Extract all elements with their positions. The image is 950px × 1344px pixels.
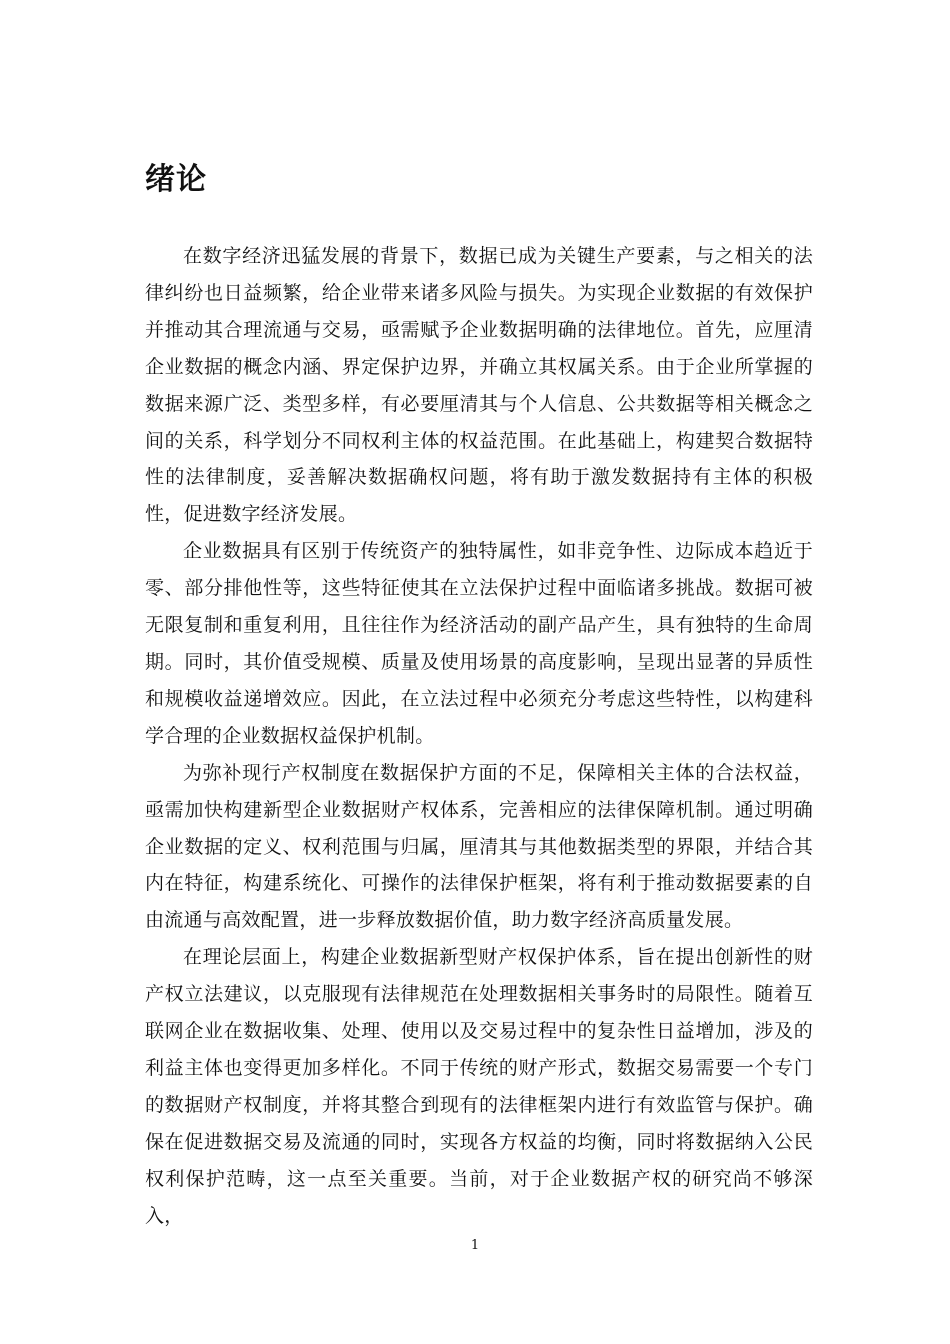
- paragraph: 在数字经济迅猛发展的背景下，数据已成为关键生产要素，与之相关的法律纠纷也日益频繁，给企业带来诸多风险与损失。为实现企业数据的有效保护并推动其合理流通与交易，亟需赋予企业数据明确的法律地位。首先，应厘清企业数据的概念内涵、界定保护边界，并确立其权属关系。由于企业所掌握的数据来源广泛、类型多样，有必要厘清其与个人信息、公共数据等相关概念之间的关系，科学划分不同权利主体的权益范围。在此基础上，构建契合数据特性的法律制度，妥善解决数据确权问题，将有助于激发数据持有主体的积极性，促进数字经济发展。: [145, 245, 813, 526]
- page-title: 绪论: [145, 162, 207, 197]
- paragraph: 为弥补现行产权制度在数据保护方面的不足，保障相关主体的合法权益，亟需加快构建新型企业数据财产权体系，完善相应的法律保障机制。通过明确企业数据的定义、权利范围与归属，厘清其与其他数据类型的界限，并结合其内在特征，构建系统化、可操作的法律保护框架，将有利于推动数据要素的自由流通与高效配置，进一步释放数据价值，助力数字经济高质量发展。: [145, 761, 813, 932]
- page-number: 1: [470, 1238, 480, 1253]
- body-text: [145, 238, 813, 1234]
- paragraph: 在理论层面上，构建企业数据新型财产权保护体系，旨在提出创新性的财产权立法建议，以克服现有法律规范在处理数据相关事务时的局限性。随着互联网企业在数据收集、处理、使用以及交易过程中的复杂性日益增加，涉及的利益主体也变得更加多样化。不同于传统的财产形式，数据交易需要一个专门的数据财产权制度，并将其整合到现有的法律框架内进行有效监管与保护。确保在促进数据交易及流通的同时，实现各方权益的均衡，同时将数据纳入公民权利保护范畴，这一点至关重要。当前，对于企业数据产权的研究尚不够深入，: [145, 946, 813, 1227]
- paragraph: 企业数据具有区别于传统资产的独特属性，如非竞争性、边际成本趋近于零、部分排他性等，这些特征使其在立法保护过程中面临诸多挑战。数据可被无限复制和重复利用，且往往作为经济活动的副产品产生，具有独特的生命周期。同时，其价值受规模、质量及使用场景的高度影响，呈现出显著的异质性和规模收益递增效应。因此，在立法过程中必须充分考虑这些特性，以构建科学合理的企业数据权益保护机制。: [145, 540, 813, 747]
